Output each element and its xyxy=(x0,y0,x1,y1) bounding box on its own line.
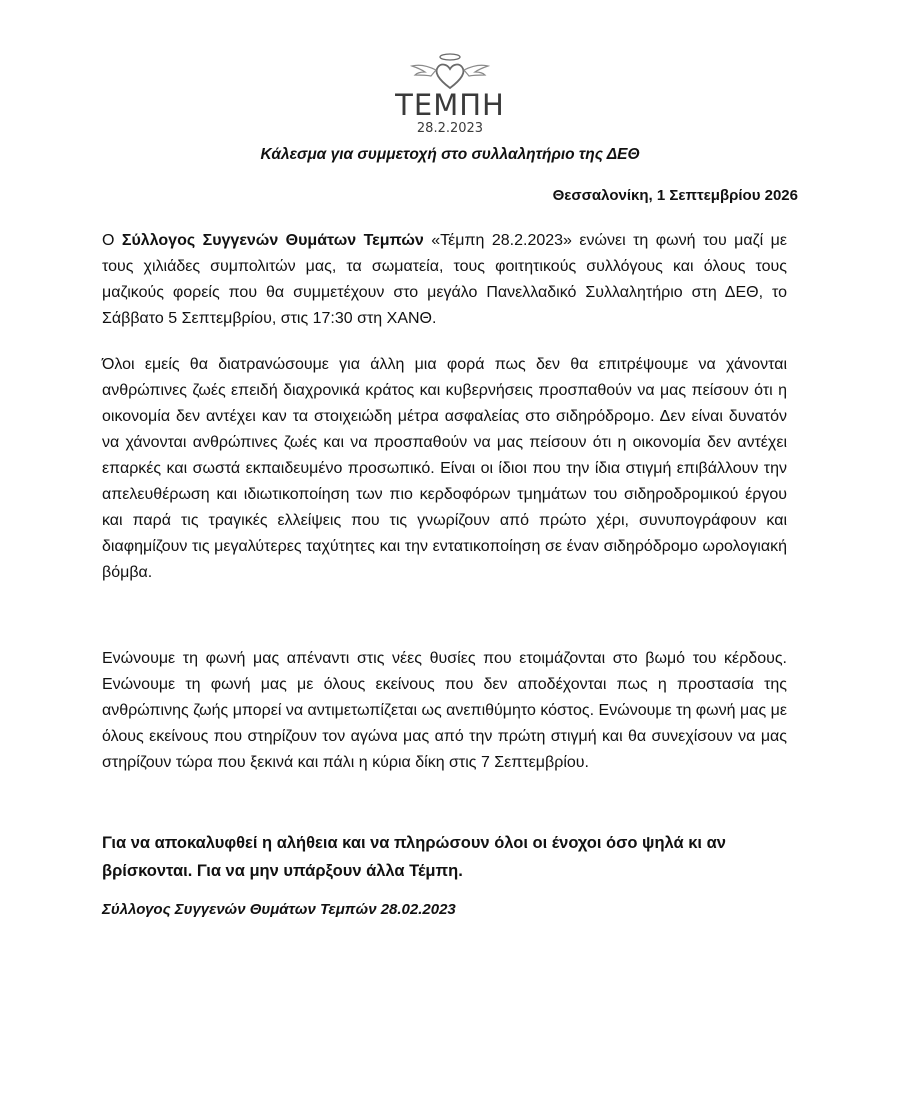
winged-heart-icon xyxy=(408,52,492,92)
paragraph-1 xyxy=(102,228,787,332)
logo-date: 28.2.2023 xyxy=(416,121,484,136)
paragraph-3: Ενώνουμε τη φωνή μας απέναντι στις νέες θυσίες που ετοιμάζονται στο βωμό του κέρδους. Ενώνουμε τη φωνή μας με όλους εκείνους που δεν αποδέχονται πως η προστασία της ανθρώπινης ζωής μπορεί να αντιμετωπίζεται ως ανεπιθύμητο κόστος. Ενώνουμε τη φωνή μας με όλους εκείνους που στηρίζουν τον αγώνα μας από την πρώτη στιγμή και θα συνεχίσουν να μας στηρίζουν τώρα που ξεκινά και πάλι η κύρια δίκη στις 7 Σεπτεμβρίου. xyxy=(102,650,787,771)
left-wing-shape xyxy=(412,65,436,76)
closing-statement: Για να αποκαλυφθεί η αλήθεια και να πληρώσουν όλοι οι ένοχοι όσο ψηλά κι αν βρίσκονται. Για να μην υπάρξουν άλλα Τέμπη. xyxy=(102,834,726,880)
logo-wordmark: ΤΕΜΠΗ xyxy=(395,88,505,122)
document-heading: Κάλεσμα για συμμετοχή στο συλλαλητήριο της ΔΕΘ xyxy=(260,146,640,163)
paragraph-1-prefix: Ο xyxy=(102,232,122,249)
halo-shape xyxy=(440,54,460,60)
dateline: Θεσσαλονίκη, 1 Σεπτεμβρίου 2026 xyxy=(552,187,798,204)
paragraph-2: Όλοι εμείς θα διατρανώσουμε για άλλη μια φορά πως δεν θα επιτρέψουμε να χάνονται ανθρώπινες ζωές επειδή διαχρονικά κράτος και κυβερνήσεις προσπαθούν να μας πείσουν ότι η οικονομία δεν αντέχει καν τα στοιχειώδη μέτρα ασφαλείας στο σιδηρόδρομο. Δεν είναι δυνατόν να χάνονται ανθρώπινες ζωές και να προσπαθούν να μας πείσουν ότι η οικονομία δεν αντέχει επαρκές και σωστά εκπαιδευμένο προσωπικό. Είναι οι ίδιοι που την ίδια στιγμή επιβάλλουν την απελευθέρωση και ιδιωτικοποίηση των πιο κερδοφόρων τμημάτων του σιδηροδρομικού έργου και παρά τις τραγικές ελλείψεις που τις γνωρίζουν από πρώτο χέρι, συνυπογράφουν και διαφημίζουν τις μεγαλύτερες ταχύτητες και την εντατικοποίηση σε έναν σιδηρόδρομο ωρολογιακή βόμβα. xyxy=(102,356,787,581)
logo xyxy=(370,52,530,138)
right-wing-shape xyxy=(464,65,488,76)
paragraph-1-text: «Τέμπη 28.2.2023» ενώνει τη φωνή του μαζί με τους χιλιάδες συμπολιτών μας, τα σωματεία, τους φοιτητικούς συλλόγους και όλους τους μαζικούς φορείς που θα συμμετέχουν στο μεγάλο Πανελλαδικό Συλλαλητήριο στη ΔΕΘ, το Σάββατο 5 Σεπτεμβρίου, στις 17:30 στη ΧΑΝΘ. xyxy=(102,232,788,327)
signature: Σύλλογος Συγγενών Θυμάτων Τεμπών 28.02.2023 xyxy=(102,901,456,918)
heart-shape xyxy=(437,65,464,88)
organization-name: Σύλλογος Συγγενών Θυμάτων Τεμπών xyxy=(121,232,424,249)
